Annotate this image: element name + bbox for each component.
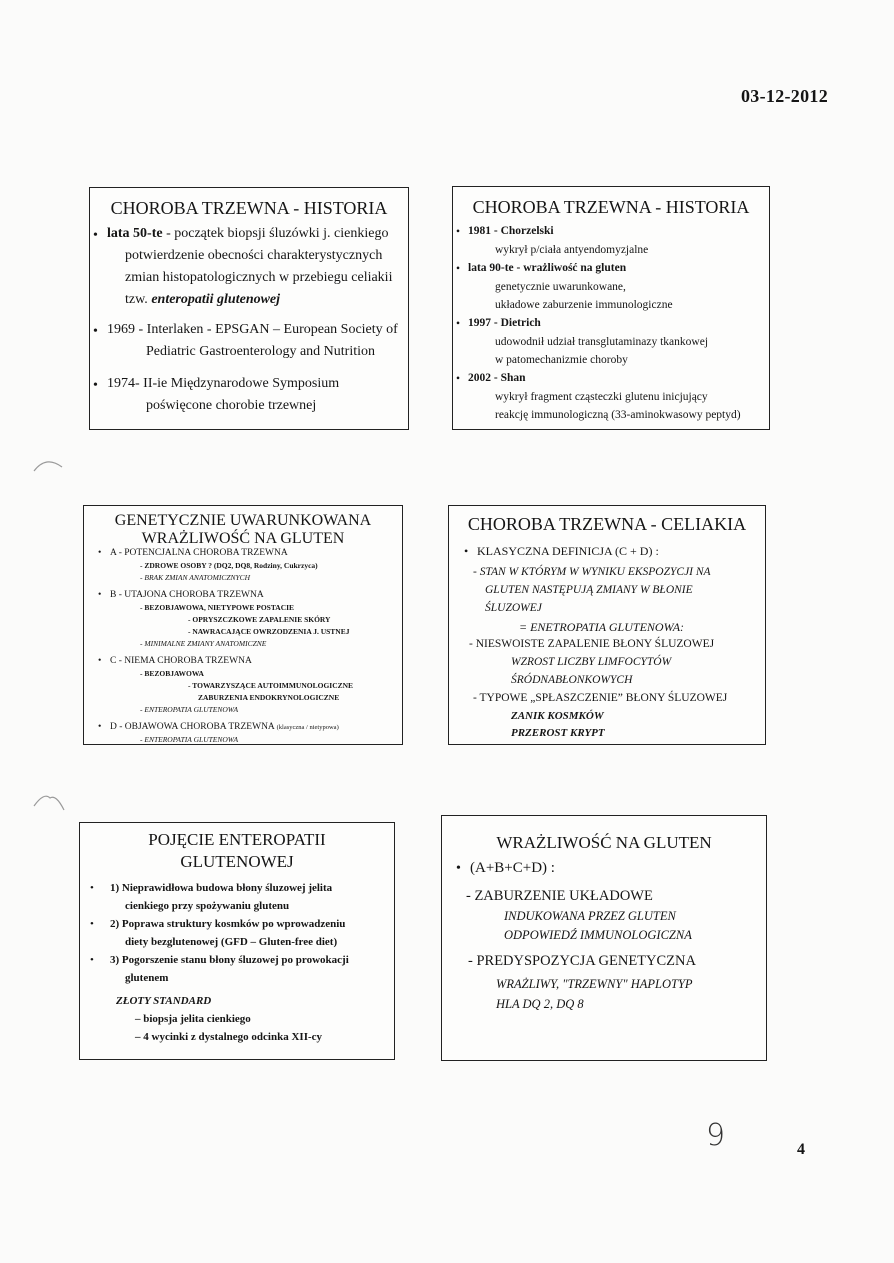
bullet-head: 1981 - Chorzelski (468, 225, 554, 237)
definition-line: - NIESWOISTE ZAPALENIE BŁONY ŚLUZOWEJ (469, 638, 715, 650)
bullet-sub: - MINIMALNE ZMIANY ANATOMICZNE (140, 639, 267, 648)
definition-line: - STAN W KTÓRYM W WYNIKU EKSPOZYCJI NA (473, 566, 711, 578)
bullet-text: 3) Pogorszenie stanu błony śluzowej po prowokacji (110, 954, 349, 966)
bullet-icon: • (93, 228, 98, 243)
bullet-text: układowe zaburzenie immunologiczne (495, 299, 673, 311)
gold-standard-item: – 4 wycinki z dystalnego odcinka XII-cy (135, 1031, 323, 1043)
bullet-icon: • (98, 590, 102, 600)
bullet-text: glutenem (125, 972, 169, 984)
bullet-icon: • (456, 318, 461, 330)
slide-title: WRAŻLIWOŚĆ NA GLUTEN (141, 530, 345, 547)
slide-title: CHOROBA TRZEWNA - HISTORIA (472, 197, 750, 217)
bullet-text: zmian histopatologicznych w przebiegu celiakii (125, 270, 393, 285)
slide-title: GENETYCZNIE UWARUNKOWANA (114, 512, 372, 529)
bullet-sub: - TOWARZYSZĄCE AUTOIMMUNOLOGICZNE (188, 681, 354, 690)
section-head: - ZABURZENIE UKŁADOWE (466, 888, 653, 904)
definition-line: WZROST LICZBY LIMFOCYTÓW (511, 656, 672, 668)
bullet-sub: - BRAK ZMIAN ANATOMICZNYCH (140, 573, 251, 582)
section-line: WRAŻLIWY, "TRZEWNY" HAPLOTYP (496, 977, 693, 991)
bullet-icon: • (464, 544, 469, 558)
bullet-text: lata 50-te - początek biopsji śluzówki j. cienkiego (107, 226, 389, 241)
bullet-text: cienkiego przy spożywaniu glutenu (125, 900, 290, 912)
bullet-sub: - ENTEROPATIA GLUTENOWA (140, 705, 239, 714)
section-line: HLA DQ 2, DQ 8 (496, 997, 584, 1011)
bullet-head: B - UTAJONA CHOROBA TRZEWNA (110, 590, 264, 600)
bullet-head: 2002 - Shan (468, 372, 526, 384)
slide-enteropatia (79, 822, 395, 1060)
bullet-text: reakcję immunologiczną (33-aminokwasowy peptyd) (495, 409, 741, 421)
section-line: INDUKOWANA PRZEZ GLUTEN (504, 909, 676, 923)
bullet-text: 1969 - Interlaken - EPSGAN – European Society of (107, 322, 398, 337)
definition-line: ŚLUZOWEJ (485, 602, 542, 614)
bullet-icon: • (98, 656, 102, 666)
slide-genetyczna-wrazliwosc (83, 505, 403, 745)
punch-hole-mark-icon (32, 455, 68, 475)
bullet-sub: - ZDROWE OSOBY ? (DQ2, DQ8, Rodziny, Cukrzyca) (140, 561, 318, 570)
slide-historia-1 (89, 187, 409, 430)
page-number: 4 (797, 1141, 805, 1158)
bullet-sub: - NAWRACAJĄCE OWRZODZENIA J. USTNEJ (188, 627, 350, 636)
slide-title: CHOROBA TRZEWNA - HISTORIA (110, 198, 388, 218)
bullet-icon: • (98, 548, 102, 558)
slide-historia-2 (452, 186, 770, 430)
bullet-icon: • (98, 722, 102, 732)
slide-title: CHOROBA TRZEWNA - CELIAKIA (467, 514, 747, 534)
bullet-icon: • (90, 918, 94, 930)
bullet-text: w patomechanizmie choroby (495, 354, 628, 366)
bullet-sub: - BEZOBJAWOWA (140, 669, 204, 678)
bullet-text: wykrył fragment cząsteczki glutenu inicjujący (495, 391, 708, 403)
handwritten-number: 9 (706, 1118, 726, 1153)
bullet-text: Pediatric Gastroenterology and Nutrition (146, 344, 375, 359)
definition-line: GLUTEN NASTĘPUJĄ ZMIANY W BŁONIE (485, 584, 693, 596)
section-head: - PREDYSPOZYCJA GENETYCZNA (468, 953, 696, 969)
bullet-text: KLASYCZNA DEFINICJA (C + D) : (477, 544, 659, 558)
punch-hole-mark-icon (32, 792, 68, 814)
definition-line: PRZEROST KRYPT (511, 727, 605, 739)
gold-standard-label: ZŁOTY STANDARD (116, 995, 212, 1007)
bullet-text: genetycznie uwarunkowane, (495, 281, 626, 293)
bullet-text: poświęcone chorobie trzewnej (146, 398, 317, 413)
section-line: ODPOWIEDŹ IMMUNOLOGICZNA (504, 928, 692, 942)
bullet-text: 2) Poprawa struktury kosmków po wprowadzeniu (110, 918, 346, 930)
bullet-head: 1997 - Dietrich (468, 317, 541, 329)
bullet-text: 1) Nieprawidłowa budowa błony śluzowej jelita (110, 882, 333, 894)
bullet-text: tzw. enteropatii glutenowej (125, 292, 281, 307)
bullet-icon: • (456, 263, 461, 275)
bullet-text: (A+B+C+D) : (470, 860, 555, 876)
slide-title: GLUTENOWEJ (180, 852, 294, 871)
bullet-sub: - ENTEROPATIA GLUTENOWA (140, 735, 239, 744)
bullet-icon: • (456, 373, 461, 385)
document-date: 03-12-2012 (741, 86, 828, 106)
bullet-icon: • (93, 378, 98, 393)
bullet-icon: • (90, 882, 94, 894)
slide-wrazliwosc (441, 815, 767, 1061)
definition-line: ZANIK KOSMKÓW (511, 710, 604, 722)
slide-celiakia (448, 505, 766, 745)
definition-line: = ENETROPATIA GLUTENOWA: (519, 620, 685, 634)
bullet-icon: • (456, 226, 461, 238)
bullet-icon: • (456, 861, 461, 876)
bullet-sub: - OPRYSZCZKOWE ZAPALENIE SKÓRY (188, 615, 331, 624)
bullet-icon: • (90, 954, 94, 966)
bullet-text: potwierdzenie obecności charakterystycznych (125, 248, 383, 263)
bullet-head: lata 90-te - wrażliwość na gluten (468, 262, 627, 274)
gold-standard-item: – biopsja jelita cienkiego (135, 1013, 251, 1025)
bullet-text: udowodnił udział transglutaminazy tkankowej (495, 336, 709, 348)
bullet-head: C - NIEMA CHOROBA TRZEWNA (110, 656, 252, 666)
bullet-head: D - OBJAWOWA CHOROBA TRZEWNA (klasyczna / nietypowa) (110, 722, 339, 732)
slide-title: WRAŻLIWOŚĆ NA GLUTEN (496, 833, 712, 852)
bullet-text: wykrył p/ciała antyendomyzjalne (495, 244, 649, 256)
definition-line: ŚRÓDNABŁONKOWYCH (511, 674, 633, 686)
bullet-sub: ZABURZENIA ENDOKRYNOLOGICZNE (198, 693, 340, 702)
bullet-head: A - POTENCJALNA CHOROBA TRZEWNA (110, 548, 288, 558)
bullet-icon: • (93, 324, 98, 339)
bullet-sub: - BEZOBJAWOWA, NIETYPOWE POSTACIE (140, 603, 295, 612)
bullet-text: 1974- II-ie Międzynarodowe Symposium (107, 376, 340, 391)
definition-line: - TYPOWE „SPŁASZCZENIE” BŁONY ŚLUZOWEJ (473, 692, 728, 704)
slide-title: POJĘCIE ENTEROPATII (148, 830, 326, 849)
bullet-text: diety bezglutenowej (GFD – Gluten-free diet) (125, 936, 338, 948)
